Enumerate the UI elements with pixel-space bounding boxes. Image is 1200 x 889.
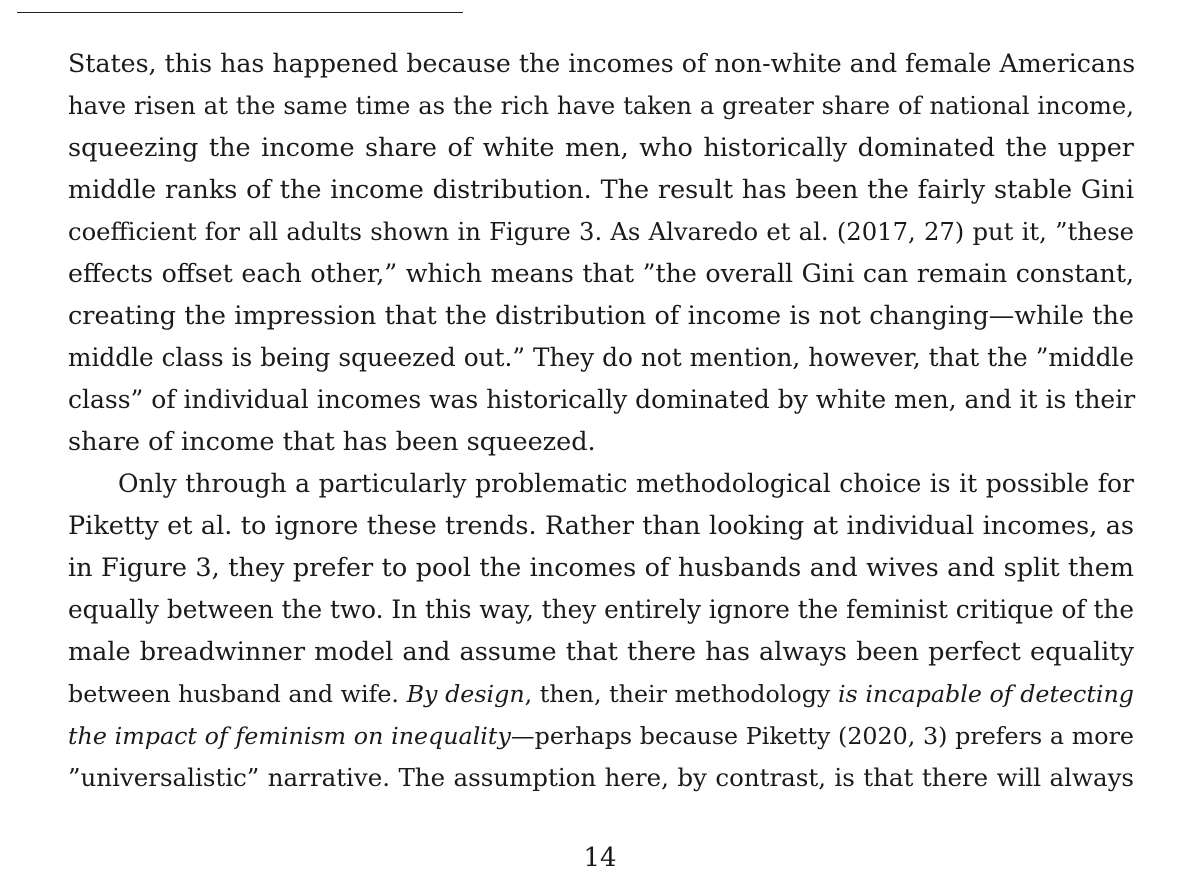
italic-text-segment: the impact of feminism on inequality (68, 722, 511, 750)
text-segment: male breadwinner model and assume that there has always been perfect equality (68, 637, 1134, 667)
text-segment: share of income that has been squeezed. (68, 427, 596, 457)
text-line (68, 169, 1134, 211)
text-segment: ”universalistic” narrative. The assumption here, by contrast, is that there will always (68, 763, 1134, 792)
text-segment: coefficient for all adults shown in Figure 3. As Alvaredo et al. (2017, 27) put it, ”these (68, 217, 1134, 246)
text-line (68, 589, 1134, 631)
text-segment: class” of individual incomes was historically dominated by white men, and it is their (68, 385, 1136, 414)
text-line (68, 757, 1134, 799)
text-line (68, 505, 1134, 547)
text-segment: creating the impression that the distribution of income is not changing—while the (68, 301, 1134, 331)
paragraph (68, 43, 1134, 463)
text-segment: Only through a particularly problematic methodological choice is it possible for (118, 469, 1134, 498)
text-line (68, 421, 1134, 463)
text-segment: between husband and wife. (68, 680, 407, 708)
text-line (68, 715, 1134, 757)
text-line (68, 127, 1134, 169)
text-segment: effects offset each other,” which means that ”the overall Gini can remain constant, (68, 259, 1134, 288)
text-segment: have risen at the same time as the rich have taken a greater share of national income, (68, 91, 1134, 120)
text-line (68, 631, 1134, 673)
italic-text-segment: is incapable of detecting (837, 680, 1135, 708)
footnote-separator-rule (17, 12, 463, 13)
text-line (68, 547, 1134, 589)
text-segment: middle ranks of the income distribution. The result has been the fairly stable Gini (68, 175, 1134, 205)
text-line (68, 85, 1134, 127)
text-line (68, 253, 1134, 295)
text-line (68, 379, 1134, 421)
text-segment: middle class is being squeezed out.” They do not mention, however, that the ”middle (68, 343, 1134, 372)
text-line (68, 673, 1134, 715)
text-line (68, 295, 1134, 337)
text-segment: —perhaps because Piketty (2020, 3) prefers a more (510, 722, 1134, 750)
body-text (68, 43, 1134, 799)
text-segment: Piketty et al. to ignore these trends. Rather than looking at individual incomes, as (68, 511, 1134, 541)
page-number: 14 (583, 843, 617, 873)
text-segment: , then, their methodology (524, 680, 838, 708)
text-line (68, 43, 1134, 85)
text-segment: in Figure 3, they prefer to pool the incomes of husbands and wives and split them (68, 553, 1134, 583)
italic-text-segment: By design (406, 680, 525, 708)
paragraph (68, 463, 1134, 799)
text-segment: States, this has happened because the incomes of non-white and female Americans (68, 49, 1136, 78)
text-segment: squeezing the income share of white men, who historically dominated the upper (68, 133, 1134, 163)
text-segment: equally between the two. In this way, they entirely ignore the feminist critique of the (68, 595, 1134, 624)
text-line (68, 337, 1134, 379)
text-line (68, 463, 1134, 505)
text-line (68, 211, 1134, 253)
